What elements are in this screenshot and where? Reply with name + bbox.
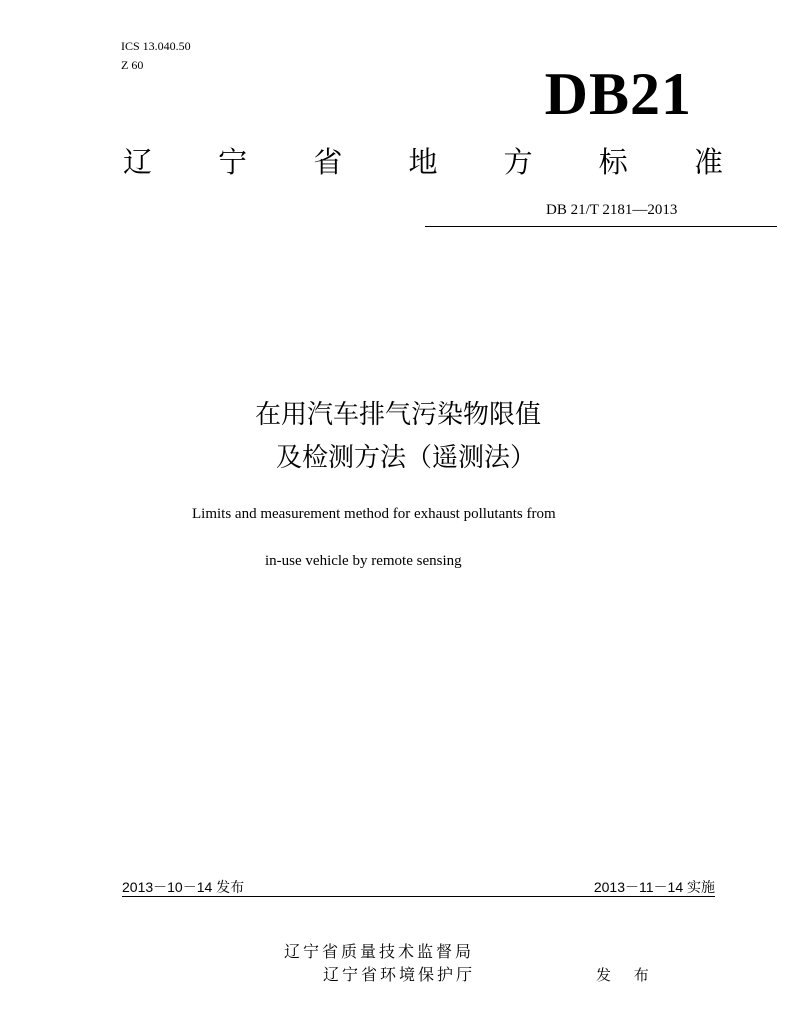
standard-type-char: 宁 <box>218 144 248 179</box>
db-logo: DB21 <box>544 61 692 127</box>
standard-number-rule <box>425 226 777 227</box>
date-rule <box>122 896 715 897</box>
standard-type-char: 方 <box>503 144 533 179</box>
title-cn-line1: 在用汽车排气污染物限值 <box>254 400 541 430</box>
issuer-environment-dept: 辽宁省环境保护厅 <box>323 965 476 984</box>
standard-type-char: 标 <box>598 144 628 179</box>
standard-type-char: 辽 <box>123 144 153 179</box>
issuer-quality-bureau: 辽宁省质量技术监督局 <box>284 942 475 961</box>
title-cn-line2: 及检测方法（遥测法） <box>275 443 536 473</box>
ccs-code: Z 60 <box>121 58 144 72</box>
standard-number: DB 21/T 2181—2013 <box>546 202 678 218</box>
publish-label: 发 布 <box>596 966 658 984</box>
implementation-date: 2013－11－14 实施 <box>593 879 715 895</box>
standard-type <box>123 140 723 180</box>
title-en-line2: in-use vehicle by remote sensing <box>265 553 462 569</box>
standard-type-char: 省 <box>313 144 343 179</box>
standard-type-char: 地 <box>408 144 438 179</box>
issue-date: 2013－10－14 发布 <box>122 879 245 895</box>
title-en-line1: Limits and measurement method for exhaust pollutants from <box>192 506 556 522</box>
ics-code: ICS 13.040.50 <box>121 39 191 53</box>
standard-type-char: 准 <box>693 144 723 179</box>
